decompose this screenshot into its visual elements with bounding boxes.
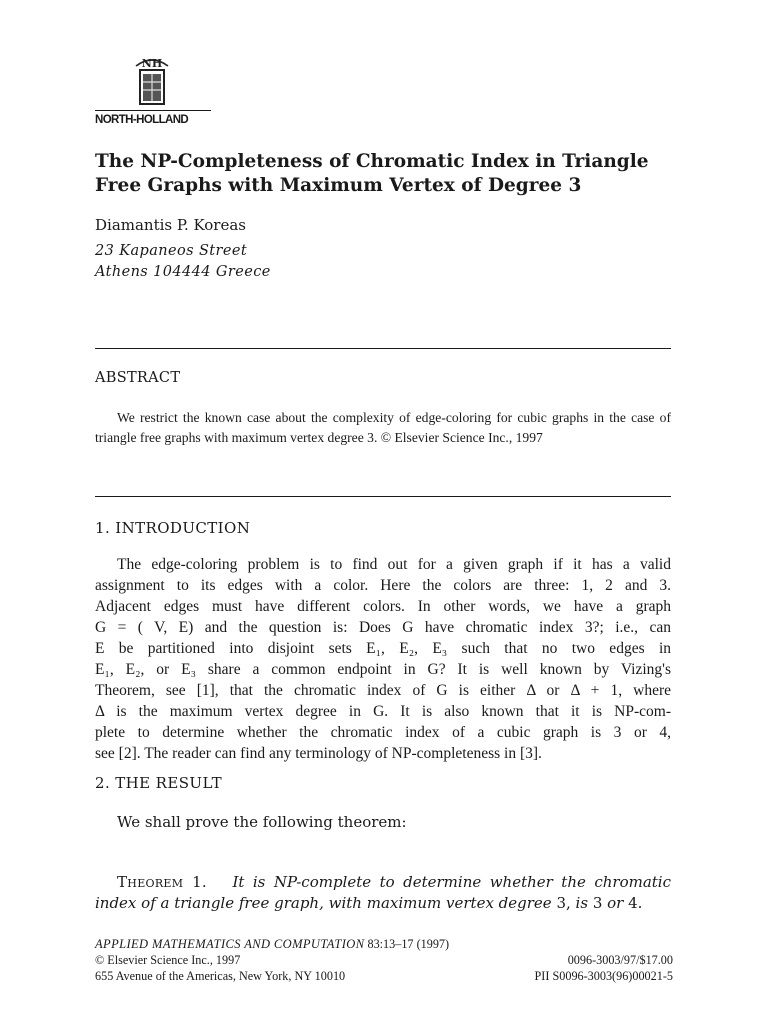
section-1-heading: 1. INTRODUCTION	[95, 519, 251, 537]
theorem-statement-2a: index of a triangle free graph, with maximum vertex degree	[95, 894, 552, 912]
section-2-intro: We shall prove the following theorem:	[117, 813, 407, 831]
theorem-word-or: or	[607, 894, 624, 912]
issn-text: 0096-3003/97/$17.00	[567, 953, 673, 967]
theorem-block	[95, 872, 671, 914]
theorem-word-is: is	[575, 894, 589, 912]
section-1-body	[95, 554, 671, 764]
author-address-line-2: Athens 104444 Greece	[95, 264, 271, 280]
journal-volume: 83:13–17 (1997)	[364, 937, 450, 951]
theorem-value-4: 4.	[623, 894, 643, 912]
author-address-line-1: 23 Kapaneos Street	[95, 243, 248, 259]
title-line-1: The NP-Completeness of Chromatic Index in Triangle	[95, 151, 649, 172]
publisher-address: 655 Avenue of the Americas, New York, NY 10010	[95, 969, 346, 983]
theorem-value-3b: 3	[588, 894, 608, 912]
pii-text: PII S0096-3003(96)00021-5	[534, 969, 673, 983]
publisher-name: NORTH-HOLLAND	[95, 114, 189, 126]
journal-name: APPLIED MATHEMATICS AND COMPUTATION	[95, 937, 365, 951]
north-holland-logo	[130, 52, 174, 106]
theorem-statement-1: It is NP-complete to determine whether the chromatic	[232, 873, 671, 891]
theorem-label: Theorem 1.	[117, 873, 208, 891]
theorem-line-1	[95, 872, 671, 893]
footer-journal-line	[95, 936, 673, 952]
paragraph-line: G = ( V, E) and the question is: Does G have chromatic index 3?; i.e., can	[95, 619, 671, 636]
paragraph-line: see [2]. The reader can find any terminology of NP-completeness in [3].	[95, 745, 542, 762]
paragraph-line: assignment to its edges with a color. Here the colors are three: 1, 2 and 3.	[95, 577, 671, 594]
paragraph-line: E be partitioned into disjoint sets E₁, E₂, E₃ such that no two edges in	[95, 640, 671, 657]
paragraph-line: Adjacent edges must have different colors. In other words, we have a graph	[95, 598, 671, 615]
footer-citation	[95, 936, 673, 984]
paragraph-line: The edge-coloring problem is to find out for a given graph if it has a valid	[117, 556, 671, 573]
publisher-rule	[95, 110, 211, 111]
author-name: Diamantis P. Koreas	[95, 216, 246, 234]
paragraph-line: Δ is the maximum vertex degree in G. It is also known that it is NP-com-	[95, 703, 671, 720]
paragraph-line: E₁, E₂, or E₃ share a common endpoint in G? It is well known by Vizing's	[95, 661, 671, 678]
abstract-text: We restrict the known case about the complexity of edge-coloring for cubic graphs in the case of triangle free graphs with maximum vertex degree 3. © Elsevier Science Inc., 1997	[95, 410, 671, 445]
title-line-2: Free Graphs with Maximum Vertex of Degree 3	[95, 175, 582, 196]
theorem-line-2	[95, 893, 671, 914]
footer-row-1	[95, 952, 673, 968]
paragraph-line: Theorem, see [1], that the chromatic index of G is either Δ or Δ + 1, where	[95, 682, 671, 699]
footer-row-2	[95, 968, 673, 984]
section-2-heading: 2. THE RESULT	[95, 774, 222, 792]
divider-bottom	[95, 496, 671, 497]
theorem-value-3: 3,	[551, 894, 576, 912]
abstract-text-block	[95, 408, 671, 447]
paragraph-line: plete to determine whether the chromatic index of a cubic graph is 3 or 4,	[95, 724, 671, 741]
abstract-heading: ABSTRACT	[95, 370, 181, 386]
divider-top	[95, 348, 671, 349]
paper-title	[95, 150, 695, 198]
copyright-text: © Elsevier Science Inc., 1997	[95, 953, 241, 967]
logo-lettering: NH	[141, 57, 163, 70]
